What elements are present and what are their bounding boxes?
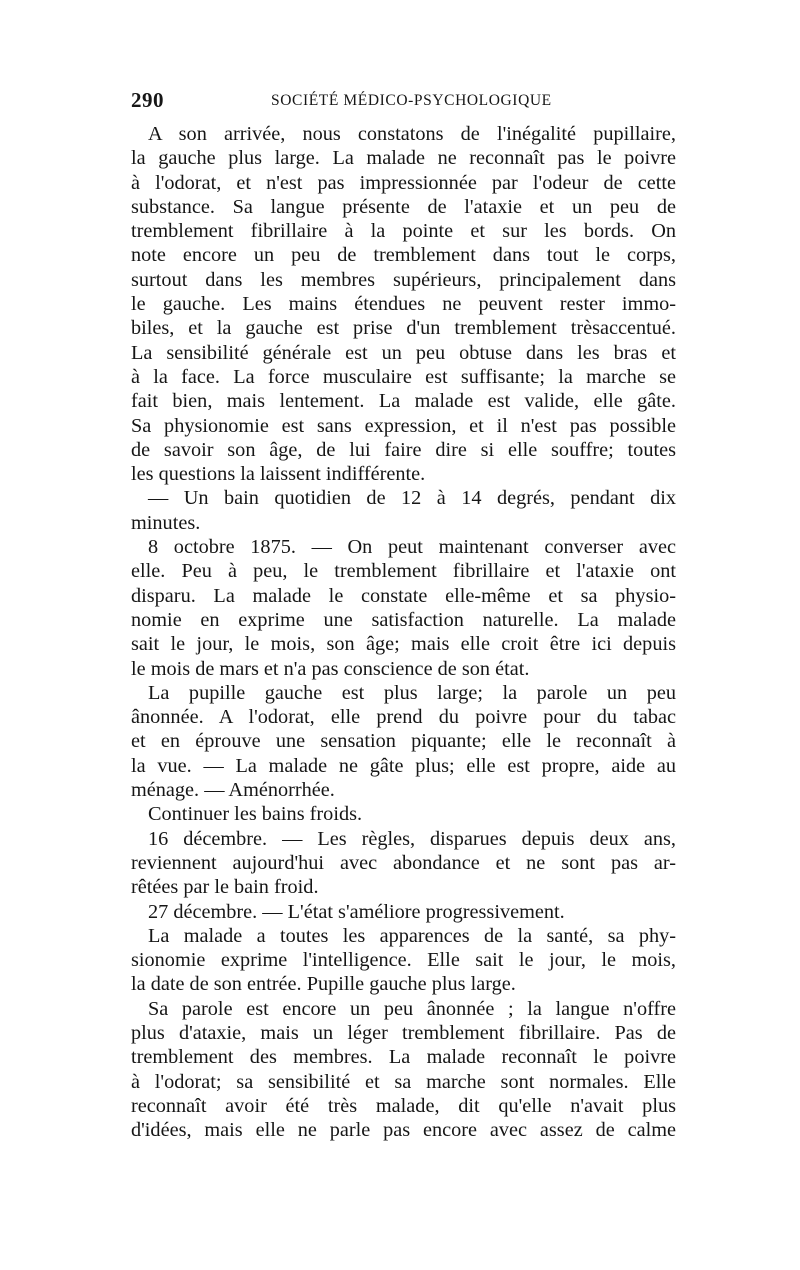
text-line: le gauche. Les mains étendues ne peuvent rester immo- (131, 293, 676, 316)
text-line: la gauche plus large. La malade ne reconnaît pas le poivre (131, 147, 676, 170)
text-line: 8 octobre 1875. — On peut maintenant converser avec (148, 536, 676, 559)
text-line: le mois de mars et n'a pas conscience de son état. (131, 657, 530, 680)
body-text (131, 122, 676, 1142)
text-line: biles, et la gauche est prise d'un tremblement trèsaccentué. (131, 317, 676, 340)
text-line: à l'odorat, et n'est pas impressionnée par l'odeur de cette (131, 171, 676, 194)
text-line: Sa parole est encore un peu ânonnée ; la langue n'offre (148, 997, 676, 1020)
text-line: plus d'ataxie, mais un léger tremblement fibrillaire. Pas de (131, 1021, 676, 1044)
text-line: 27 décembre. — L'état s'améliore progressivement. (148, 900, 565, 923)
text-line: 16 décembre. — Les règles, disparues depuis deux ans, (148, 827, 676, 850)
text-line: la date de son entrée. Pupille gauche plus large. (131, 973, 516, 996)
text-line: fait bien, mais lentement. La malade est valide, elle gâte. (131, 390, 676, 413)
running-header (131, 88, 673, 116)
text-line: les questions la laissent indifférente. (131, 463, 426, 486)
text-line: — Un bain quotidien de 12 à 14 degrés, pendant dix (148, 487, 676, 510)
text-line: tremblement fibrillaire à la pointe et sur les bords. On (131, 220, 676, 243)
text-line: à l'odorat; sa sensibilité et sa marche sont normales. Elle (131, 1070, 676, 1093)
text-line: la vue. — La malade ne gâte plus; elle est propre, aide au (131, 754, 676, 777)
text-line: sionomie exprime l'intelligence. Elle sait le jour, le mois, (131, 949, 676, 972)
text-line: La pupille gauche est plus large; la parole un peu (148, 681, 676, 704)
text-line: disparu. La malade le constate elle-même et sa physio- (131, 584, 676, 607)
text-line: substance. Sa langue présente de l'ataxie et un peu de (131, 195, 676, 218)
text-line: surtout dans les membres supérieurs, principalement dans (131, 268, 676, 291)
text-line: ménage. — Aménorrhée. (131, 779, 335, 802)
text-line: d'idées, mais elle ne parle pas encore avec assez de calme (131, 1119, 676, 1142)
text-line: note encore un peu de tremblement dans tout le corps, (131, 244, 676, 267)
text-line: et en éprouve une sensation piquante; elle le reconnaît à (131, 730, 676, 753)
text-line: reviennent aujourd'hui avec abondance et ne sont pas ar- (131, 851, 676, 874)
text-line: Continuer les bains froids. (148, 803, 363, 826)
text-line: tremblement des membres. La malade reconnaît le poivre (131, 1046, 676, 1069)
text-line: sait le jour, le mois, son âge; mais elle croit être ici depuis (131, 633, 676, 656)
text-line: de savoir son âge, de lui faire dire si elle souffre; toutes (131, 438, 676, 461)
text-line: elle. Peu à peu, le tremblement fibrillaire et l'ataxie ont (131, 560, 676, 583)
text-line: Sa physionomie est sans expression, et il n'est pas possible (131, 414, 676, 437)
journal-title: SOCIÉTÉ MÉDICO-PSYCHOLOGIQUE (271, 92, 552, 109)
text-line: La malade a toutes les apparences de la santé, sa phy- (148, 924, 676, 947)
text-line: à la face. La force musculaire est suffisante; la marche se (131, 365, 676, 388)
text-line: ânonnée. A l'odorat, elle prend du poivre pour du tabac (131, 706, 676, 729)
text-line: La sensibilité générale est un peu obtuse dans les bras et (131, 341, 676, 364)
text-line: A son arrivée, nous constatons de l'inégalité pupillaire, (148, 123, 676, 145)
text-line: nomie en exprime une satisfaction naturelle. La malade (131, 608, 676, 631)
page-number: 290 (131, 88, 164, 112)
text-line: minutes. (131, 511, 201, 534)
text-line: reconnaît avoir été très malade, dit qu'elle n'avait plus (131, 1094, 676, 1117)
text-line: rêtées par le bain froid. (131, 876, 319, 899)
